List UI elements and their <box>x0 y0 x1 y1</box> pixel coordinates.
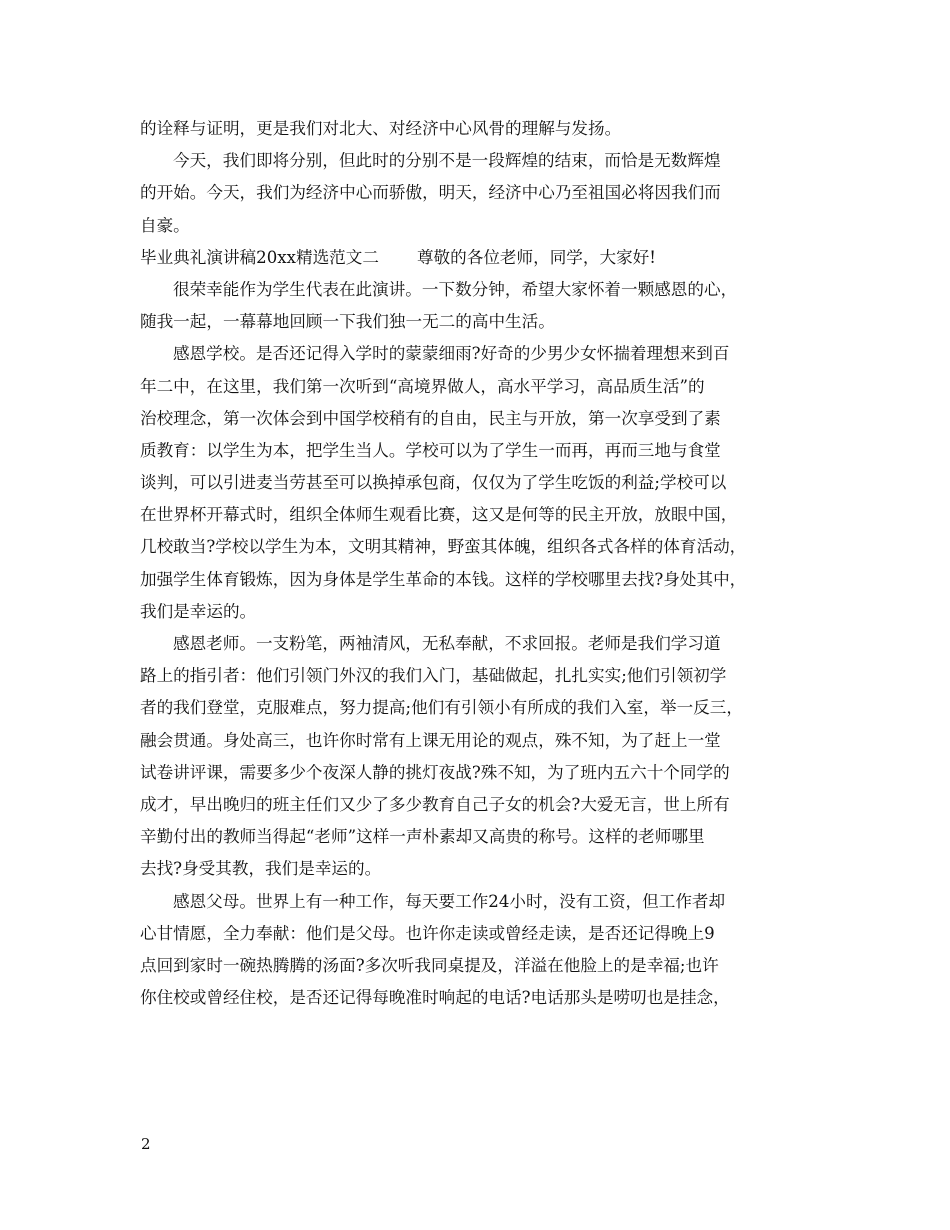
line-text: 加强学生体育锻炼，因为身体是学生革命的本钱。这样的学校哪里去找?身处其中， <box>140 569 747 589</box>
line-text: 感恩老师。一支粉笔，两袖清风，无私奉献，不求回报。老师是我们学习道 <box>173 634 721 653</box>
line-text: 点回到家时一碗热腾腾的汤面?多次听我同桌提及，洋溢在他脸上的是幸福;也许 <box>140 955 719 975</box>
text-line <box>140 113 812 145</box>
page-number: 2 <box>141 1135 151 1153</box>
line-text: 融会贯通。身处高三，也许你时常有上课无用论的观点，殊不知，为了赶上一堂 <box>140 730 721 750</box>
text-line <box>140 982 812 1014</box>
line-text: 治校理念，第一次体会到中国学校稍有的自由，民主与开放，第一次享受到了素 <box>140 408 721 428</box>
line-text: 试卷讲评课，需要多少个夜深人静的挑灯夜战?殊不知，为了班内五六十个同学的 <box>140 762 730 782</box>
text-line <box>140 274 812 306</box>
text-line <box>140 596 812 628</box>
text-line <box>140 886 812 918</box>
line-text: 者的我们登堂，克服难点，努力提高;他们有引领小有所成的我们入室，举一反三， <box>140 698 743 718</box>
text-line <box>140 403 812 435</box>
text-line <box>140 499 812 531</box>
text-line <box>140 435 812 467</box>
line-text: 感恩学校。是否还记得入学时的蒙蒙细雨?好奇的少男少女怀揣着理想来到百 <box>173 344 730 364</box>
line-text: 辛勤付出的教师当得起“老师”这样一声朴素却又高贵的称号。这样的老师哪里 <box>140 827 705 847</box>
line-text: 几校敢当?学校以学生为本，文明其精神，野蛮其体魄，组织各式各样的体育活动， <box>140 537 747 557</box>
text-line <box>140 789 812 821</box>
line-text: 毕业典礼演讲稿20xx精选范文二 <box>140 247 379 267</box>
text-line <box>140 918 812 950</box>
text-line <box>140 757 812 789</box>
text-line <box>140 467 812 499</box>
text-line <box>140 853 812 885</box>
line-text: 谈判，可以引进麦当劳甚至可以换掉承包商，仅仅为了学生吃饭的利益;学校可以 <box>140 473 727 493</box>
line-text: 路上的指引者：他们引领门外汉的我们入门，基础做起，扎扎实实;他们引领初学 <box>140 666 727 686</box>
text-line <box>140 145 812 177</box>
text-line <box>140 564 812 596</box>
text-line <box>140 338 812 370</box>
text-line <box>140 821 812 853</box>
text-line <box>140 950 812 982</box>
line-text: 去找?身受其教，我们是幸运的。 <box>140 859 382 879</box>
line-text: 今天，我们即将分别，但此时的分别不是一段辉煌的结束，而恰是无数辉煌 <box>173 151 721 171</box>
line-text-tail: 尊敬的各位老师，同学，大家好! <box>416 247 656 267</box>
line-text: 随我一起，一幕幕地回顾一下我们独一无二的高中生活。 <box>140 312 555 332</box>
line-text: 的诠释与证明，更是我们对北大、对经济中心风骨的理解与发扬。 <box>140 119 622 138</box>
text-line <box>140 306 812 338</box>
line-text: 年二中，在这里，我们第一次听到“高境界做人，高水平学习，高品质生活”的 <box>140 376 705 396</box>
line-text: 我们是幸运的。 <box>140 601 257 621</box>
line-text: 很荣幸能作为学生代表在此演讲。一下数分钟，希望大家怀着一颗感恩的心， <box>173 279 738 299</box>
line-text: 你住校或曾经住校，是否还记得每晚准时响起的电话?电话那头是唠叨也是挂念， <box>140 988 730 1008</box>
line-text: 质教育：以学生为本，把学生当人。学校可以为了学生一而再，再而三地与食堂 <box>140 440 721 460</box>
text-line <box>140 531 812 563</box>
text-line <box>140 692 812 724</box>
text-line <box>140 725 812 757</box>
text-line <box>140 242 812 274</box>
line-text: 的开始。今天，我们为经济中心而骄傲，明天，经济中心乃至祖国必将因我们而 <box>140 183 721 203</box>
line-text: 自豪。 <box>140 215 190 235</box>
line-text: 在世界杯开幕式时，组织全体师生观看比赛，这又是何等的民主开放，放眼中国， <box>140 505 738 525</box>
text-line <box>140 210 812 242</box>
line-text: 成才，早出晚归的班主任们又少了多少教育自己子女的机会?大爱无言，世上所有 <box>140 794 730 814</box>
text-line <box>140 628 812 660</box>
document-body <box>140 113 812 1014</box>
text-line <box>140 660 812 692</box>
text-line <box>140 177 812 209</box>
line-text: 心甘情愿，全力奉献：他们是父母。也许你走读或曾经走读，是否还记得晚上9 <box>140 923 715 943</box>
text-line <box>140 371 812 403</box>
line-text: 感恩父母。世界上有一种工作，每天要工作24小时，没有工资，但工作者却 <box>173 891 726 911</box>
